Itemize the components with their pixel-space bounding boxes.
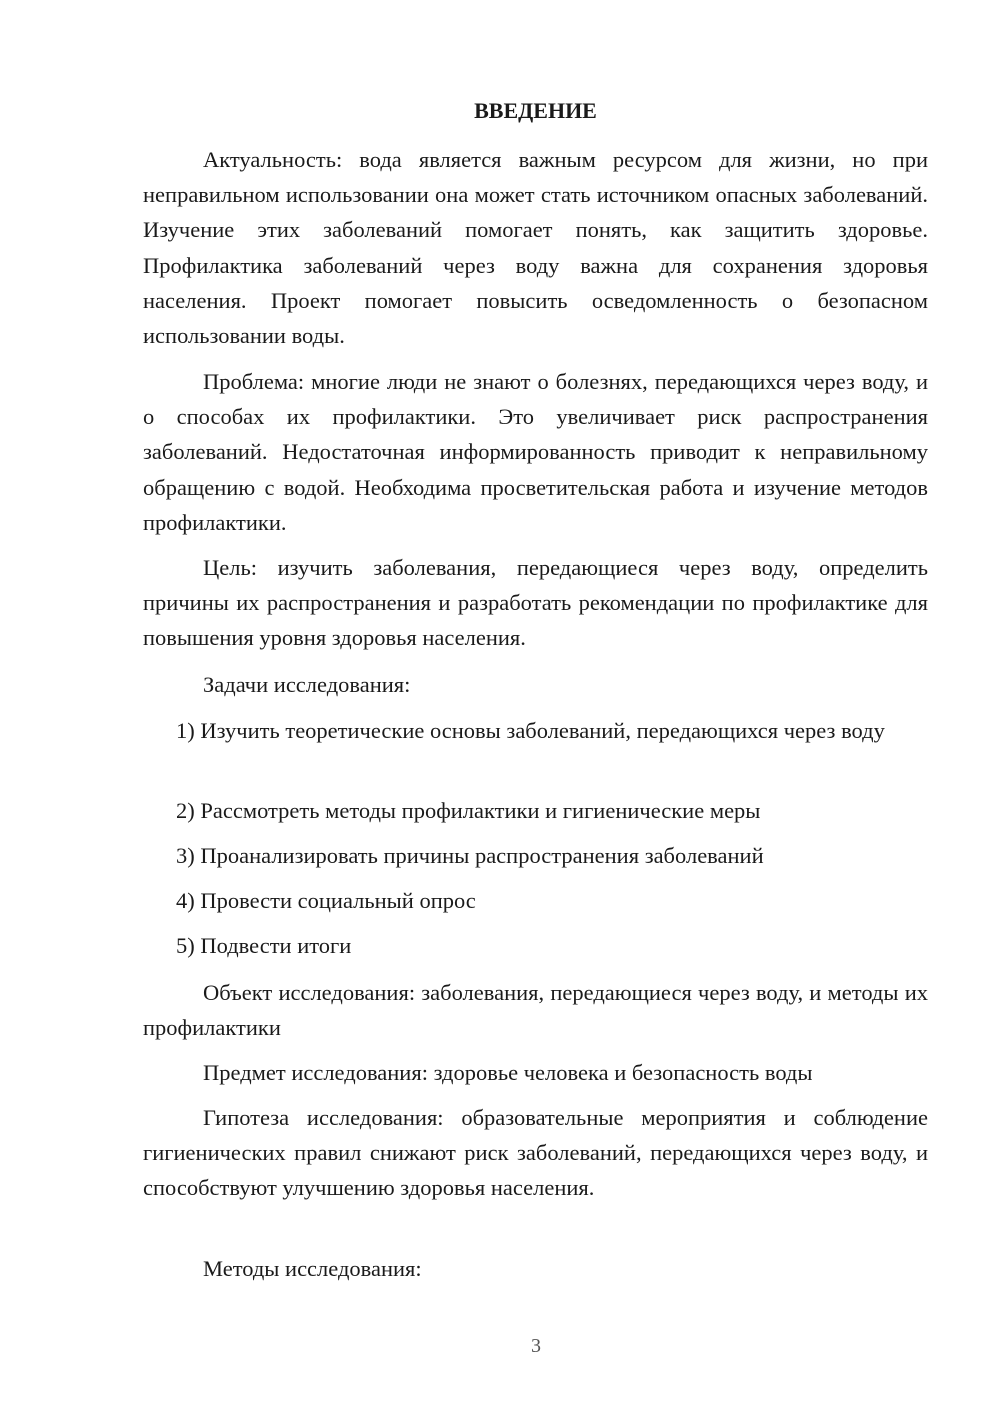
task-item: 2) Рассмотреть методы профилактики и гигиенические меры bbox=[176, 798, 761, 823]
page-title: ВВЕДЕНИЕ bbox=[474, 98, 597, 123]
hypothesis-paragraph: Гипотеза исследования: образовательные мероприятия и соблюдение гигиенических правил снижают риск заболеваний, передающихся через воду, и способствуют улучшению здоровья населения. bbox=[143, 1105, 928, 1201]
object-paragraph: Объект исследования: заболевания, передающиеся через воду, и методы их профилактики bbox=[143, 980, 928, 1041]
page-number: 3 bbox=[531, 1335, 541, 1357]
problem-paragraph: Проблема: многие люди не знают о болезнях, передающихся через воду, и о способах их профилактики. Это увеличивает риск распространения заболеваний. Недостаточная информированность приводит к неправильному обращению с водой. Необходима просветительская работа и изучение методов профилактики. bbox=[143, 369, 928, 535]
task-item: 4) Провести социальный опрос bbox=[176, 888, 476, 913]
methods-heading: Методы исследования: bbox=[203, 1256, 422, 1281]
tasks-heading: Задачи исследования: bbox=[203, 672, 411, 697]
goal-paragraph: Цель: изучить заболевания, передающиеся через воду, определить причины их распространения и разработать рекомендации по профилактике для повышения уровня здоровья населения. bbox=[143, 555, 928, 651]
subject-paragraph: Предмет исследования: здоровье человека и безопасность воды bbox=[203, 1060, 813, 1085]
task-item: 3) Проанализировать причины распространения заболеваний bbox=[176, 843, 764, 868]
task-item: 1) Изучить теоретические основы заболеваний, передающихся через воду bbox=[176, 718, 885, 743]
task-item: 5) Подвести итоги bbox=[176, 933, 352, 958]
relevance-paragraph: Актуальность: вода является важным ресурсом для жизни, но при неправильном использовании она может стать источником опасных заболеваний. Изучение этих заболеваний помогает понять, как защитить здоровье. Профилактика заболеваний через воду важна для сохранения здоровья населения. Проект помогает повысить осведомленность о безопасном использовании воды. bbox=[143, 147, 928, 349]
